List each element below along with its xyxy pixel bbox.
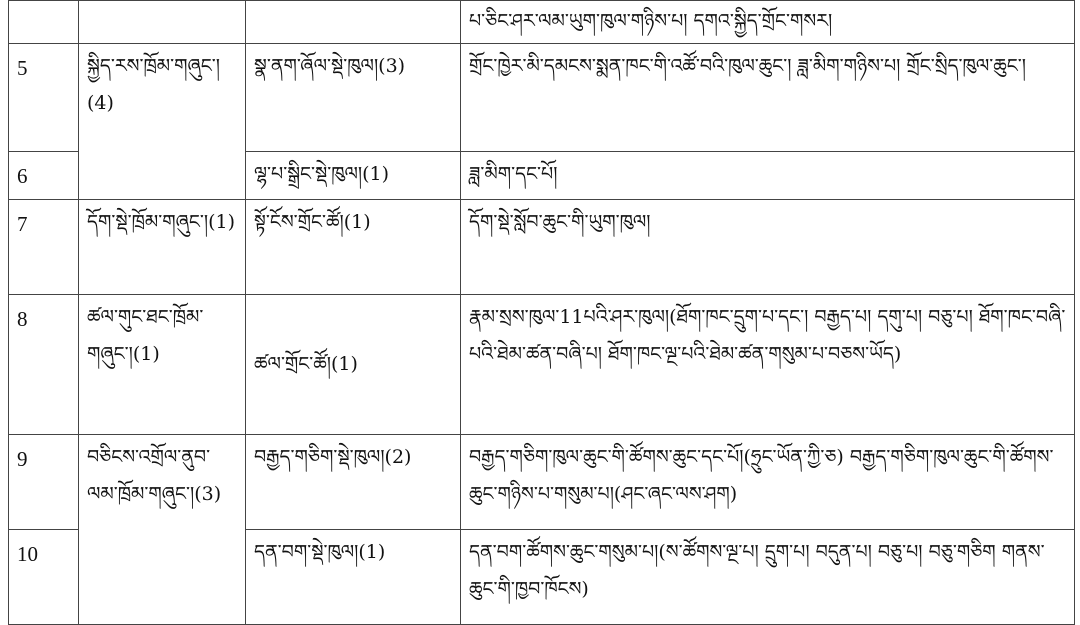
division-cell: དོག་སྡེ་ཁྲོམ་གཞུང་།(1) <box>79 200 246 295</box>
unit-cell: སྣ་ནག་ཞོལ་སྡེ་ཁུལ།(3) <box>246 44 461 152</box>
row-number-cell: 8 <box>9 295 79 435</box>
district-table <box>8 0 1075 625</box>
division-cell <box>79 1 246 44</box>
detail-cell: དན་བག་ཚོགས་ཆུང་གསུམ་པ།(ས་ཚོགས་ལྔ་པ། དྲུག་པ། བདུན་པ། བཅུ་པ། བཅུ་གཅིག གནས་ཆུང་གི་ཁྱབ་ཁོངས) <box>461 530 1075 625</box>
row-number-cell: 9 <box>9 435 79 530</box>
table-row <box>9 295 1075 435</box>
detail-cell: པ་ཅིང་ཤར་ལམ་ཡུག་ཁུལ་གཉིས་པ། དགའ་སྐྱིད་གྲོང་གསར། <box>461 1 1075 44</box>
division-cell: བཅིངས་འགྲོལ་ནུབ་ལམ་ཁྲོམ་གཞུང་།(3) <box>79 435 246 625</box>
unit-cell: སྟོ་ངོས་གྲོང་ཚོ།(1) <box>246 200 461 295</box>
table-row <box>9 200 1075 295</box>
unit-cell <box>246 1 461 44</box>
row-number-cell: 10 <box>9 530 79 625</box>
row-number-cell <box>9 1 79 44</box>
detail-cell: ཟླ་མིག་དང་པོ། <box>461 152 1075 200</box>
unit-cell: དན་བག་སྡེ་ཁུལ།(1) <box>246 530 461 625</box>
unit-cell: ཚལ་གྲོང་ཚོ།(1) <box>246 295 461 435</box>
row-number-cell: 7 <box>9 200 79 295</box>
table-row <box>9 435 1075 530</box>
detail-cell: གྲོང་ཁྱེར་མི་དམངས་སྨན་ཁང་གི་འཚོ་བའི་ཁུལ་ཆུང་། ཟླ་མིག་གཉིས་པ། གྲོང་སྲིད་ཁུལ་ཆུང་། <box>461 44 1075 152</box>
detail-cell: དོག་སྡེ་སློབ་ཆུང་གི་ཡུག་ཁུལ། <box>461 200 1075 295</box>
table-row <box>9 1 1075 44</box>
unit-cell: ལྷ་པ་སྒྲིང་སྡེ་ཁུལ།(1) <box>246 152 461 200</box>
division-cell: ཚལ་གུང་ཐང་ཁྲོམ་གཞུང་།(1) <box>79 295 246 435</box>
table-row <box>9 44 1075 152</box>
unit-cell: བརྒྱད་གཅིག་སྡེ་ཁུལ།(2) <box>246 435 461 530</box>
row-number-cell: 5 <box>9 44 79 152</box>
detail-cell: བརྒྱད་གཅིག་ཁུལ་ཆུང་གི་ཚོགས་ཆུང་དང་པོ།(ཧྲུང་ཡོན་ཀྱི་ཅ) བརྒྱད་གཅིག་ཁུལ་ཆུང་གི་ཚོགས་ཆུང་གཉིས་པ་གསུམ་པ།(ཤང་ཞང་ལས་ཤག) <box>461 435 1075 530</box>
detail-cell: རྣམ་སྲས་ཁུལ་11པའི་ཤར་ཁུལ།(ཐོག་ཁང་དྲུག་པ་དང་། བརྒྱད་པ། དགུ་པ། བཅུ་པ། ཐོག་ཁང་བཞི་པའི་ཐེམ་ཚན་བཞི་པ། ཐོག་ཁང་ལྔ་པའི་ཐེམ་ཚན་གསུམ་པ་བཅས་ཡོད) <box>461 295 1075 435</box>
row-number-cell: 6 <box>9 152 79 200</box>
division-cell: སྐྱིད་རས་ཁྲོམ་གཞུང་།(4) <box>79 44 246 200</box>
